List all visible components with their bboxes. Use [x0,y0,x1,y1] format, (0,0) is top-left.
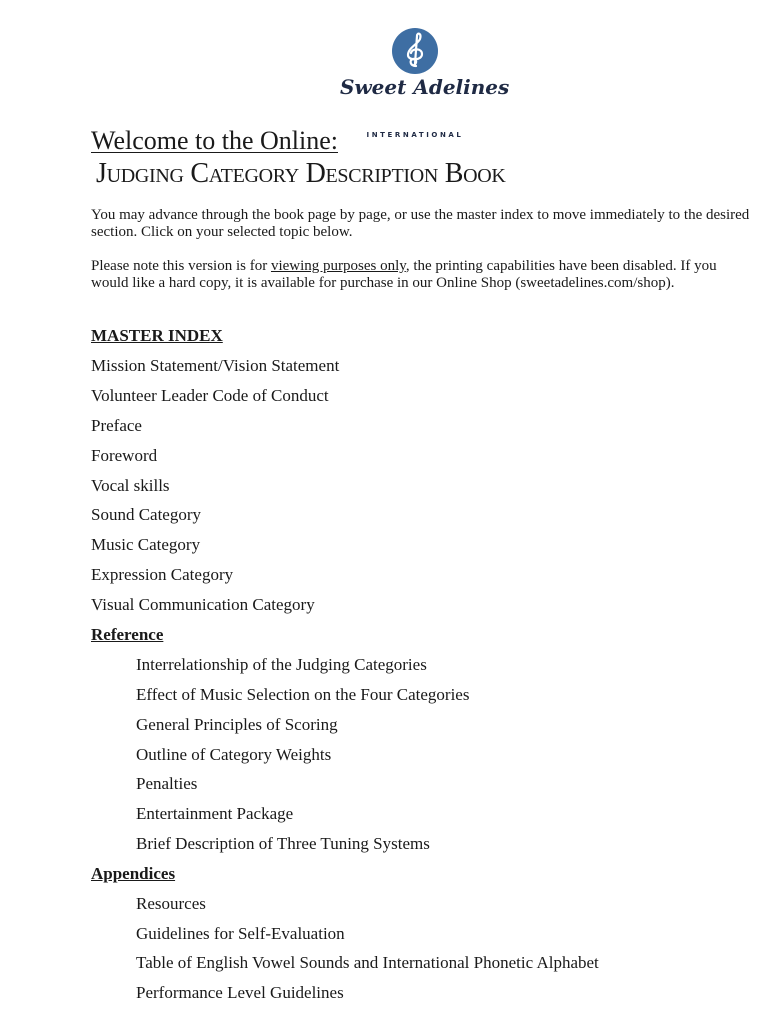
treble-clef-icon [392,28,438,74]
reference-link-category-weights[interactable]: Outline of Category Weights [136,745,332,764]
sweet-adelines-logo [340,28,510,139]
index-link-expression-category[interactable]: Expression Category [91,565,234,584]
intro-paragraph: You may advance through the book page by page, or use the master index to move immediately to the desired section. Click on your selected topic below. [91,207,750,240]
printing-note-text-start: Please note this version is for [91,258,271,274]
index-link-sound-category[interactable]: Sound Category [91,505,202,524]
appendix-link-performance-level[interactable]: Performance Level Guidelines [136,983,344,1002]
viewing-purposes-emphasis: viewing purposes only [270,258,406,274]
index-link-vocal-skills[interactable]: Vocal skills [91,476,170,495]
reference-link-tuning-systems[interactable]: Brief Description of Three Tuning Systems [136,834,430,853]
page-title-welcome: Welcome to the Online: [91,126,338,155]
index-link-foreword[interactable]: Foreword [91,446,158,465]
appendix-link-resources[interactable]: Resources [136,894,206,913]
reference-link-music-selection[interactable]: Effect of Music Selection on the Four Categories [136,685,470,704]
appendix-link-vowel-sounds[interactable]: Table of English Vowel Sounds and International Phonetic Alphabet [136,953,599,972]
logo-subtitle: INTERNATIONAL [366,131,464,139]
reference-link-interrelationship[interactable]: Interrelationship of the Judging Categories [136,655,427,674]
printing-note-paragraph [91,258,751,292]
printing-note-text-end: , the printing capabilities have been disabled. If you would like a hard copy, it is available for purchase in our Online Shop (sweetadelines.com/shop). [91,258,717,291]
reference-link-entertainment-package[interactable]: Entertainment Package [136,804,294,823]
reference-link-scoring-principles[interactable]: General Principles of Scoring [136,715,338,734]
logo-wordmark: Sweet Adelines [340,75,510,99]
index-link-reference[interactable]: Reference [91,625,164,644]
index-link-code-of-conduct[interactable]: Volunteer Leader Code of Conduct [91,386,329,405]
index-link-music-category[interactable]: Music Category [91,535,201,554]
master-index-heading: MASTER INDEX [91,326,223,345]
index-link-preface[interactable]: Preface [91,416,142,435]
index-link-visual-communication[interactable]: Visual Communication Category [91,595,315,614]
index-link-appendices[interactable]: Appendices [91,864,176,883]
reference-link-penalties[interactable]: Penalties [136,774,198,793]
appendix-link-self-evaluation[interactable]: Guidelines for Self-Evaluation [136,924,345,943]
index-link-mission-statement[interactable]: Mission Statement/Vision Statement [91,356,340,375]
page-title-book: Judging Category Description Book [96,158,506,189]
